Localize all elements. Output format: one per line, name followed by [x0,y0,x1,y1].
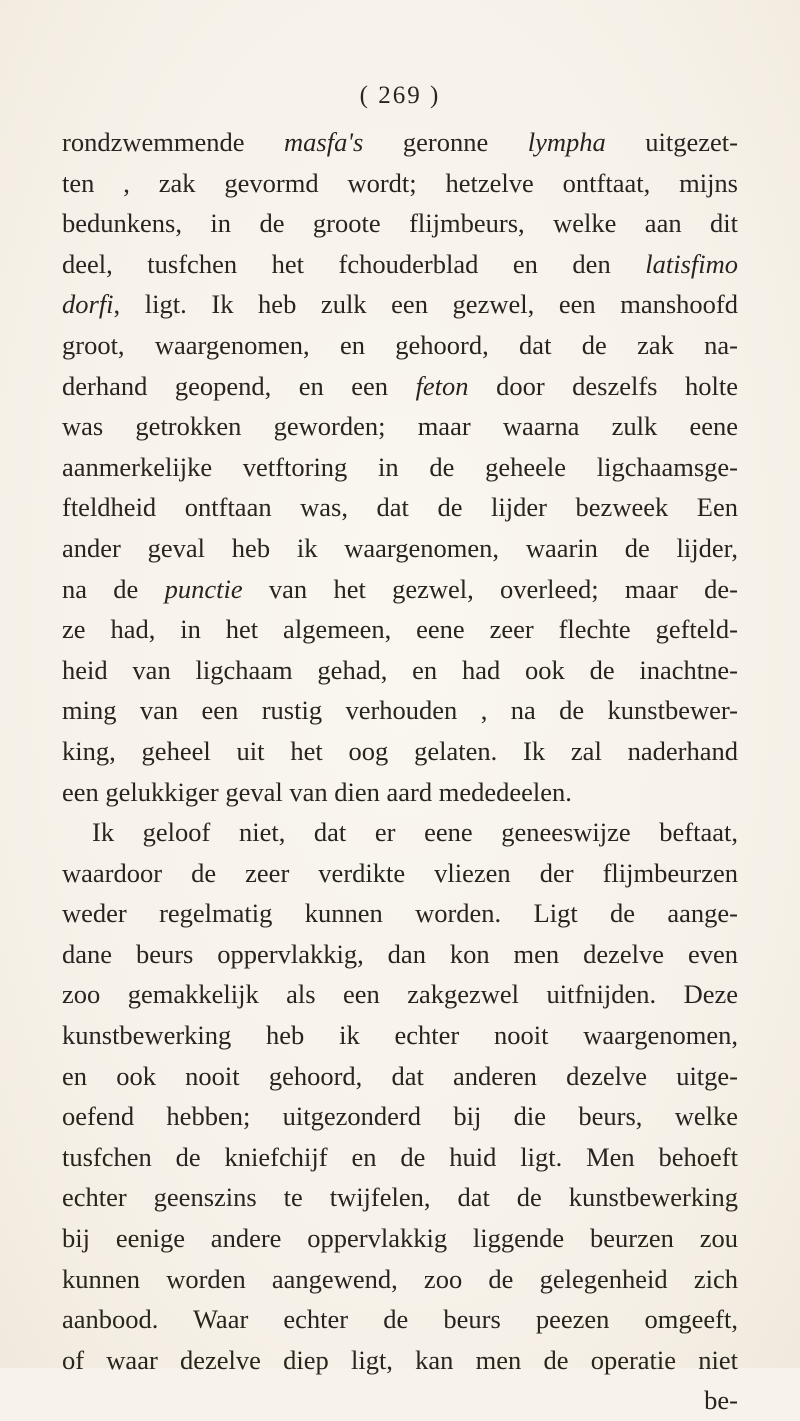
text-run: geronne [363,127,528,157]
text-run: zoo gemakkelijk als een zakgezwel uitfnijden. Deze [62,979,738,1010]
text-run: oefend hebben; uitgezonderd bij die beurs, welke [62,1101,738,1132]
text-run: kunnen worden aangewend, zoo de gelegenheid zich [62,1263,738,1294]
text-run: Ik geloof niet, dat er eene geneeswijze beftaat, [92,817,738,848]
text-run: bij eenige andere oppervlakkig liggende beurzen zou [62,1223,738,1254]
text-line [62,284,738,325]
italic-term: lympha [527,127,606,157]
text-run: be- [704,1385,738,1416]
text-line [62,569,738,610]
text-run: kunstbewerking heb ik echter nooit waargenomen, [62,1020,738,1051]
text-line [62,163,738,204]
text-run: ze had, in het algemeen, eene zeer flechte gefteld- [62,614,738,645]
text-line [62,1177,738,1218]
text-line [62,1137,738,1178]
text-line [62,1259,738,1300]
text-line [62,893,738,934]
text-run: , ligt. Ik heb zulk een gezwel, een manshoofd [113,289,738,320]
italic-term: feton [415,370,469,401]
text-line [62,122,738,163]
text-run: weder regelmatig kunnen worden. Ligt de aange- [62,898,738,929]
text-line [62,366,738,407]
text-line [62,974,738,1015]
page-number: ( 269 ) [359,82,441,109]
text-line [62,731,738,772]
text-run: fteldheid ontftaan was, dat de lijder bezweek Een [62,492,738,523]
text-line [62,609,738,650]
italic-term: dorfi [62,289,114,320]
body-text [62,122,738,1421]
text-line [62,812,738,853]
text-run: aanbood. Waar echter de beurs peezen omgeeft, [62,1304,738,1335]
text-run: een gelukkiger geval van dien aard mededeelen. [62,776,572,807]
text-line [62,203,738,244]
text-run: aanmerkelijke vetftoring in de geheele ligchaamsge- [62,451,738,482]
text-line [62,1340,738,1381]
italic-term: punctie [164,573,243,604]
text-run: dane beurs oppervlakkig, dan kon men dezelve even [62,938,738,969]
text-run: king, geheel uit het oog gelaten. Ik zal naderhand [62,735,738,766]
text-run: derhand geopend, en een [62,370,416,401]
text-run: heid van ligchaam gehad, en had ook de inachtne- [62,654,738,685]
text-line [62,1218,738,1259]
text-run: of waar dezelve diep ligt, kan men de operatie niet [62,1344,738,1375]
italic-term: latisfimo [645,248,738,279]
text-run: tusfchen de kniefchijf en de huid ligt. Men behoeft [62,1141,738,1172]
text-line [62,1299,738,1340]
text-run: ander geval heb ik waargenomen, waarin de lijder, [62,532,738,563]
text-run: van het gezwel, overleed; maar de- [242,573,738,604]
text-run: deel, tusfchen het fchouderblad en den [62,248,646,279]
text-run: ming van een rustig verhouden , na de kunstbewer- [62,695,738,726]
text-line [62,1015,738,1056]
text-run: rondzwemmende [62,127,285,157]
text-line [62,447,738,488]
text-run: door deszelfs holte [468,370,738,401]
text-run: ten , zak gevormd wordt; hetzelve ontftaat, mijns [62,167,738,198]
text-run: na de [62,573,165,604]
text-run: was getrokken geworden; maar waarna zulk eene [62,411,738,442]
text-run: bedunkens, in de groote flijmbeurs, welke aan dit [62,208,738,239]
text-run: en ook nooit gehoord, dat anderen dezelve uitge- [62,1060,738,1091]
italic-term: masfa's [284,127,364,157]
text-line [62,528,738,569]
text-line [62,244,738,285]
text-line [62,650,738,691]
text-line [62,934,738,975]
text-run: echter geenszins te twijfelen, dat de kunstbewerking [62,1182,738,1213]
text-line [62,853,738,894]
text-line [62,772,738,813]
text-line [62,1380,738,1421]
text-run: uitgezet- [605,127,738,157]
text-line [62,406,738,447]
text-line [62,325,738,366]
text-line [62,1096,738,1137]
text-run: waardoor de zeer verdikte vliezen der flijmbeurzen [62,857,738,888]
text-run: groot, waargenomen, en gehoord, dat de zak na- [62,329,738,360]
text-line [62,690,738,731]
text-line [62,487,738,528]
text-line [62,1056,738,1097]
